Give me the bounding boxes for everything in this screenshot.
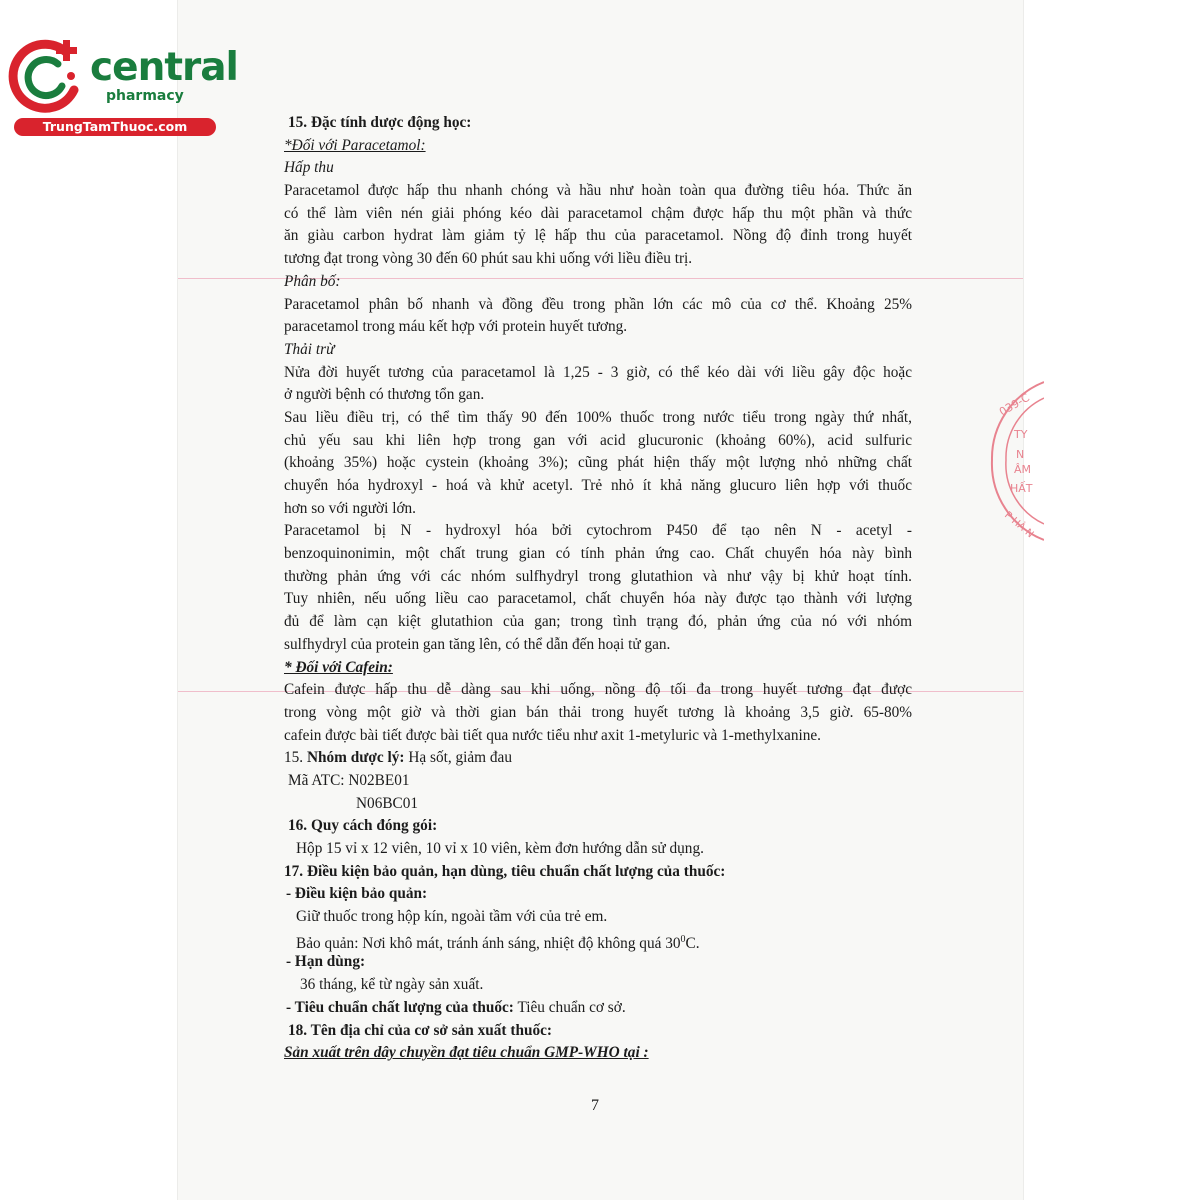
stamp-text: N (1016, 448, 1025, 461)
text-line: (khoảng 35%) hoặc cystein (khoảng 3%); cũng phát hiện thấy một lượng nhỏ những chất (284, 454, 912, 472)
packaging-text: Hộp 15 vỉ x 12 viên, 10 vỉ x 10 viên, kèm đơn hướng dẫn sử dụng. (296, 840, 704, 857)
section-17-title: 17. Điều kiện bảo quản, hạn dùng, tiêu chuẩn chất lượng của thuốc: (284, 862, 726, 880)
text-line: ăn giàu carbon hydrat làm giảm tỷ lệ hấp thu của paracetamol. Nồng độ đỉnh trong huyết (284, 227, 912, 245)
expiry-heading: - Hạn dùng: (286, 953, 366, 971)
storage-unit: C. (685, 934, 700, 952)
quality-standard (284, 997, 912, 1020)
document-body (284, 112, 912, 1065)
logo-website-badge[interactable]: TrungTamThuoc.com (14, 118, 216, 136)
degree-superscript: 0 (680, 933, 686, 945)
text-line: chuyển hóa hydroxyl - hoá và khử acetyl. Trẻ nhỏ ít khả năng glucuro liên hợp với thuốc (284, 477, 912, 494)
storage-text: Bảo quản: Nơi khô mát, tránh ánh sáng, nhiệt độ không quá 30 (296, 934, 681, 952)
page-number: 7 (591, 1097, 599, 1114)
text-line: có thể làm viên nén giải phóng kéo dài paracetamol chậm được hấp thu một phần và thức (284, 204, 912, 222)
text-line: tương đạt trong vòng 30 đến 60 phút sau khi uống với liều điều trị. (284, 250, 693, 268)
storage-line-2 (284, 929, 912, 952)
stamp-text: P HÀ N (1002, 509, 1036, 541)
stamp-text: ÂM (1014, 463, 1032, 476)
stamp-text: HẤT (1010, 482, 1033, 495)
section-15-title: 15. Đặc tính dược động học: (288, 114, 472, 131)
stamp-text: 039-C (997, 391, 1032, 419)
central-logo-icon (8, 36, 90, 116)
text-line: ở người bệnh có thương tổn gan. (284, 386, 485, 404)
group-number: 15. (284, 749, 307, 767)
atc-code-1: Mã ATC: N02BE01 (288, 771, 410, 789)
text-line: Paracetamol được hấp thu nhanh chóng và hầu như hoàn toàn qua đường tiêu hóa. Thức ăn (284, 182, 912, 200)
text-line: chủ yếu sau khi liên hợp trong gan với acid glucuronic (khoảng 60%), acid sulfuric (284, 431, 912, 449)
text-line: thường phản ứng với các nhóm sulfhydryl trong glutathion và như vậy bị khử hoạt tính. (284, 567, 912, 585)
text-line: đủ để làm cạn kiệt glutathion của gan; trong tình trạng đó, phản ứng của nó với nhóm (284, 613, 912, 631)
text-line: paracetamol trong máu kết hợp với protein huyết tương. (284, 318, 628, 336)
atc-code-2: N06BC01 (356, 794, 419, 812)
quality-label: - Tiêu chuẩn chất lượng của thuốc: (286, 998, 514, 1016)
pharmacological-group (284, 747, 912, 770)
stamp-text: TY (1014, 428, 1028, 441)
storage-line-1: Giữ thuốc trong hộp kín, ngoài tầm với của trẻ em. (296, 908, 608, 926)
logo-wordmark: central (90, 45, 238, 90)
paracetamol-heading: *Đối với Paracetamol: (284, 136, 426, 154)
text-line: Sau liều điều trị, có thể tìm thấy 90 đến 100% thuốc trong nước tiểu trong ngày thứ nhất, (284, 408, 912, 426)
central-pharmacy-logo (8, 36, 238, 140)
distribution-heading: Phân bố: (284, 272, 341, 290)
expiry-text: 36 tháng, kể từ ngày sản xuất. (300, 976, 484, 994)
text-line: Tuy nhiên, nếu uống liều cao paracetamol, chất chuyển hóa này được tạo thành với lượng (284, 590, 912, 608)
text-line: sulfhydryl của protein gan tăng lên, có thể dẫn đến hoại tử gan. (284, 635, 671, 653)
text-line: Cafein được hấp thu dễ dàng sau khi uống, nồng độ tối đa trong huyết tương đạt được (284, 681, 912, 699)
section-18-title: 18. Tên địa chỉ của cơ sở sản xuất thuốc: (288, 1021, 552, 1039)
text-line: cafein được bài tiết được bài tiết qua nước tiểu như axit 1-metyluric và 1-methylxanine. (284, 726, 821, 744)
absorption-heading: Hấp thu (284, 159, 334, 177)
company-seal-stamp (984, 380, 1044, 550)
logo-subtitle: pharmacy (106, 88, 184, 104)
text-line: benzoquinonimin, một chất trung gian có tính phản ứng cao. Chất chuyển hóa này bình (284, 545, 912, 563)
text-line: Paracetamol phân bố nhanh và đồng đều trong phần lớn các mô của cơ thể. Khoảng 25% (284, 295, 912, 313)
text-line: trong vòng một giờ và thời gian bán thải trong huyết tương là khoảng 3,5 giờ. 65-80% (284, 703, 912, 721)
cafein-heading: * Đối với Cafein: (284, 658, 393, 676)
group-label: Nhóm dược lý: (306, 749, 405, 767)
section-16-title: 16. Quy cách đóng gói: (288, 817, 438, 835)
storage-heading: - Điều kiện bảo quản: (286, 885, 428, 903)
text-line: Paracetamol bị N - hydroxyl hóa bởi cytochrom P450 để tạo nên N - acetyl - (284, 522, 912, 540)
group-value: Hạ sốt, giảm đau (404, 749, 512, 767)
gmp-manufacturing-line: Sản xuất trên dây chuyền đạt tiêu chuẩn GMP-WHO tại : (284, 1044, 649, 1062)
text-line: hơn so với người lớn. (284, 499, 417, 517)
text-line: Nửa đời huyết tương của paracetamol là 1,25 - 3 giờ, có thể kéo dài với liều gây độc hoặc (284, 363, 912, 381)
quality-value: Tiêu chuẩn cơ sở. (513, 998, 626, 1016)
elimination-heading: Thải trừ (284, 340, 335, 358)
